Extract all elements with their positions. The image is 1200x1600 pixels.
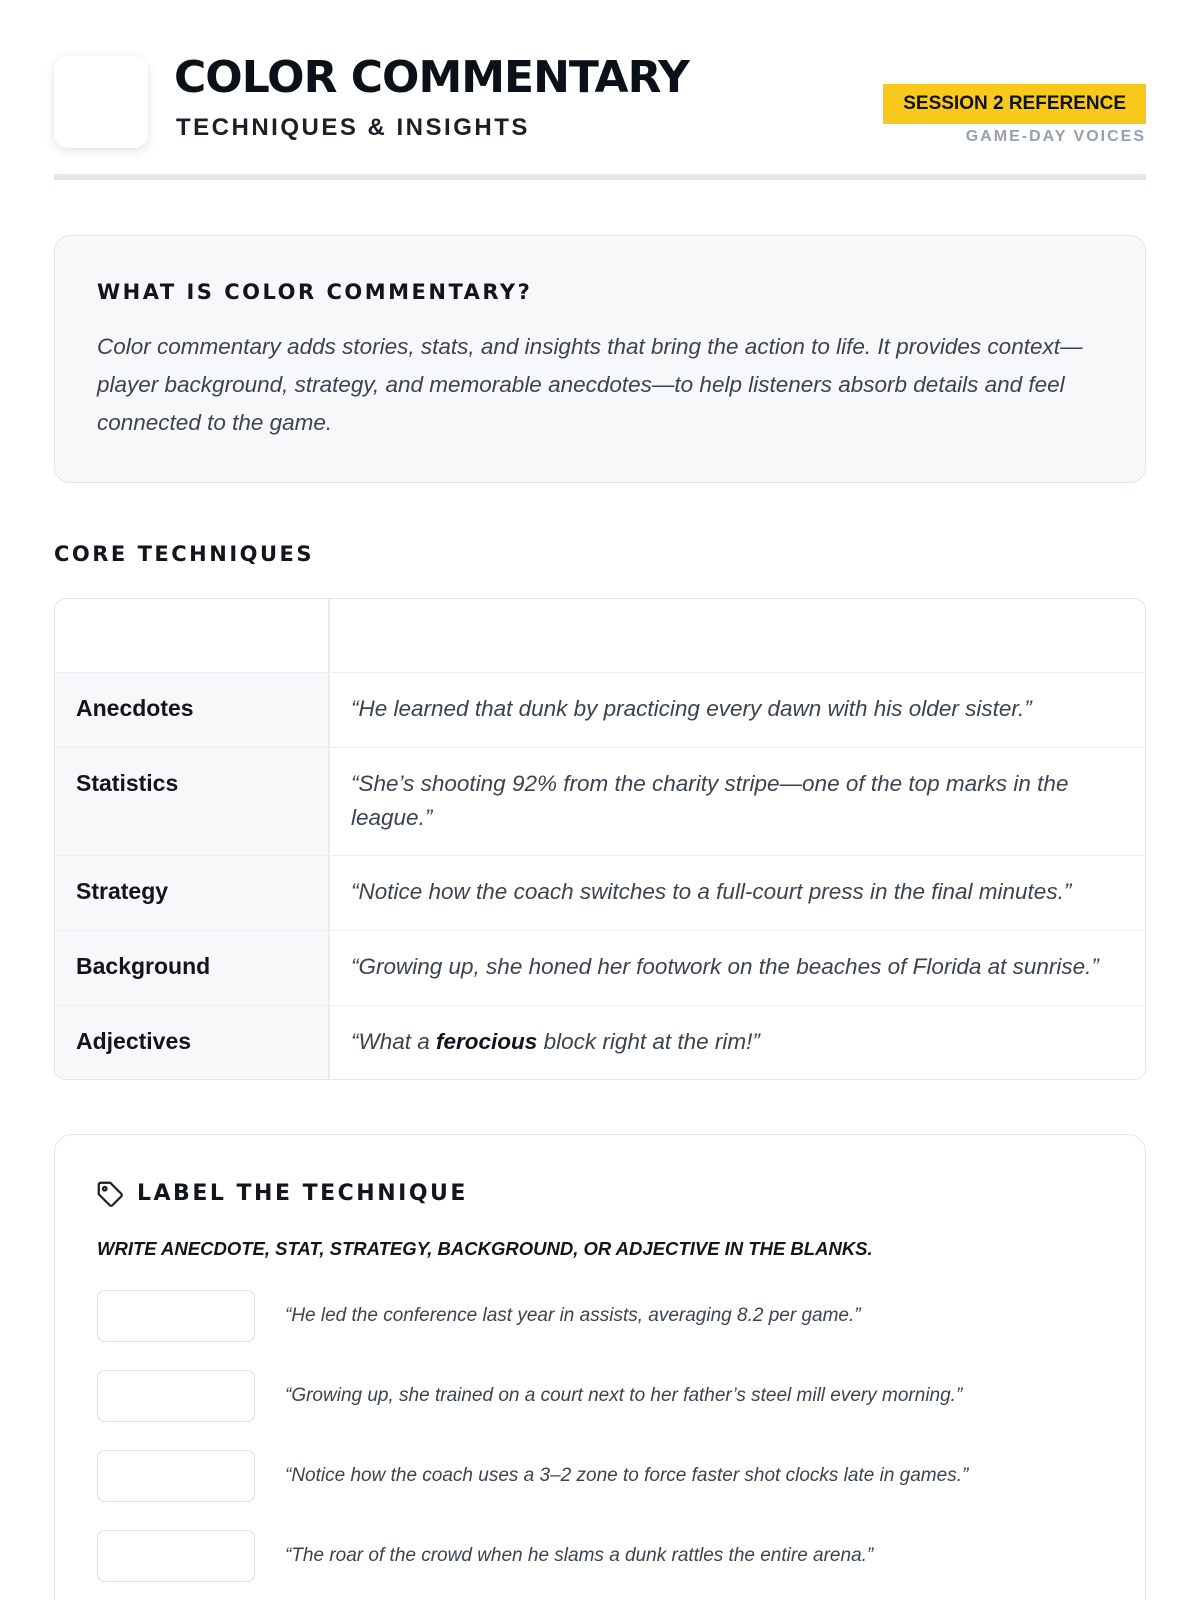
badge-subtitle: GAME-DAY VOICES (965, 128, 1146, 145)
exercise-item: “He led the conference last year in assists, averaging 8.2 per game.” (285, 1305, 861, 1326)
technique-term: Background (76, 953, 211, 979)
answer-blank-1[interactable] (97, 1290, 255, 1342)
example-text: block right at the rim!” (537, 1029, 760, 1054)
technique-term: Statistics (76, 770, 179, 796)
session-badge: SESSION 2 REFERENCE (883, 84, 1146, 124)
example-emphasis: ferocious (436, 1029, 538, 1054)
core-techniques-heading: CORE TECHNIQUES (54, 542, 315, 566)
exercise-heading: LABEL THE TECHNIQUE (137, 1181, 468, 1206)
header-divider (54, 174, 1146, 180)
table-row (55, 747, 1145, 855)
page-subtitle: TECHNIQUES & INSIGHTS (176, 114, 530, 141)
exercise-item: “Growing up, she trained on a court next to her father’s steel mill every morning.” (285, 1385, 963, 1406)
definition-heading: WHAT IS COLOR COMMENTARY? (97, 280, 533, 304)
technique-example: “He learned that dunk by practicing every dawn with his older sister.” (351, 696, 1032, 721)
exercise-item: “The roar of the crowd when he slams a dunk rattles the entire arena.” (285, 1545, 874, 1566)
tag-icon (95, 1179, 125, 1209)
exercise-card (54, 1134, 1146, 1600)
table-row (55, 930, 1145, 1005)
table-row (55, 855, 1145, 930)
technique-term: Strategy (76, 878, 169, 904)
example-text: “What a (351, 1029, 437, 1054)
answer-blank-2[interactable] (97, 1370, 255, 1422)
page-header (54, 0, 1146, 180)
technique-example: “Growing up, she honed her footwork on the beaches of Florida at sunrise.” (351, 954, 1099, 979)
definition-body: Color commentary adds stories, stats, and insights that bring the action to life. It provides context—player background, strategy, and memorable anecdotes—to help listeners absorb details and feel connected to the game. (97, 334, 1083, 435)
answer-blank-3[interactable] (97, 1450, 255, 1502)
technique-example: “Notice how the coach switches to a full-court press in the final minutes.” (351, 879, 1072, 904)
technique-example (351, 1025, 1131, 1059)
definition-card (54, 235, 1146, 483)
exercise-instructions: WRITE ANECDOTE, STAT, STRATEGY, BACKGROUND, OR ADJECTIVE IN THE BLANKS. (97, 1238, 873, 1259)
technique-term: Adjectives (76, 1028, 192, 1054)
table-row (55, 672, 1145, 747)
table-row (55, 1005, 1145, 1080)
technique-term: Anecdotes (76, 695, 194, 721)
exercise-item: “Notice how the coach uses a 3–2 zone to force faster shot clocks late in games.” (285, 1465, 969, 1486)
page-title: COLOR COMMENTARY (174, 52, 689, 103)
techniques-table (54, 598, 1146, 1080)
term-cell (55, 748, 328, 855)
answer-blank-4[interactable] (97, 1530, 255, 1582)
technique-example: “She’s shooting 92% from the charity stripe—one of the top marks in the league.” (351, 771, 1069, 830)
logo-card (54, 56, 148, 148)
